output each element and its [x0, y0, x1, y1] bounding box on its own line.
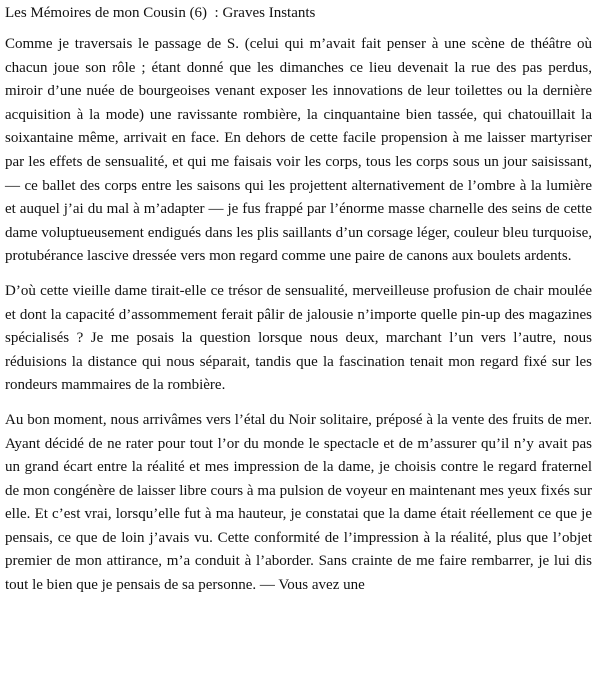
paragraph-1: Comme je traversais le passage de S. (celui qui m’avait fait penser à une scène de théâtre où chacun joue son rôle ; étant donné que les dimanches ce lieu devenait la rue des pas perdus, miroir d’une nuée de bourgeoises venant exposer les innovations de leur toilettes ou la dernière acquisition à la mode) une ravissante rombière, la cinquantaine bien tassée, qui chatouillait la soixantaine même, arrivait en face. En dehors de cette facile propension à me laisser martyriser par les effets de sensualité, et qui me faisais voir les corps, tous les corps sous un jour saisissant, — ce ballet des corps entre les saisons qui les projettent alternativement de l’ombre à la lumière et auquel j’ai du mal à m’adapter — je fus frappé par l’énorme masse charnelle des seins de cette dame voluptueusement endigués dans les plis saillants d’un corsage léger, couleur bleu turquoise, protubérance lascive dressée vers mon regard comme une paire de canons aux boulets ardents.	[5, 36, 592, 265]
paragraph-3: Au bon moment, nous arrivâmes vers l’étal du Noir solitaire, préposé à la vente des fruits de mer. Ayant décidé de ne rater pour tout l’or du monde le spectacle et de m’assurer qu’il n’y avait pas un grand écart entre la réalité et mes impression de la dame, je choisis contre le regard fraternel de mon congénère de laisser libre cours à ma pulsion de voyeur en maintenant mes yeux fixés sur elle. Et c’est vrai, lorsqu’elle fut à ma hauteur, je constatai que la dame était réellement ce que je pensais, ce que de loin j’avais vu. Cette conformité de l’impression à la réalité, plus que l’objet premier de mon attirance, m’a conduit à l’aborder. Sans crainte de me faire rembarrer, je lui dis tout le bien que je pensais de sa personne. — Vous avez une	[5, 411, 592, 594]
paragraph-2: D’où cette vieille dame tirait-elle ce trésor de sensualité, merveilleuse profusion de chair moulée et dont la capacité d’assommement ferait pâlir de jalousie n’importe quelle pin-up des magazines spécialisés ? Je me posais la question lorsque nous deux, marchant l’un vers l’autre, nous réduisions la distance qui nous séparait, tandis que la fascination tenait mon regard fixé sur les rondeurs mammaires de la rombière.	[5, 282, 592, 394]
document-title: Les Mémoires de mon Cousin (6) : Graves Instants	[5, 5, 316, 21]
